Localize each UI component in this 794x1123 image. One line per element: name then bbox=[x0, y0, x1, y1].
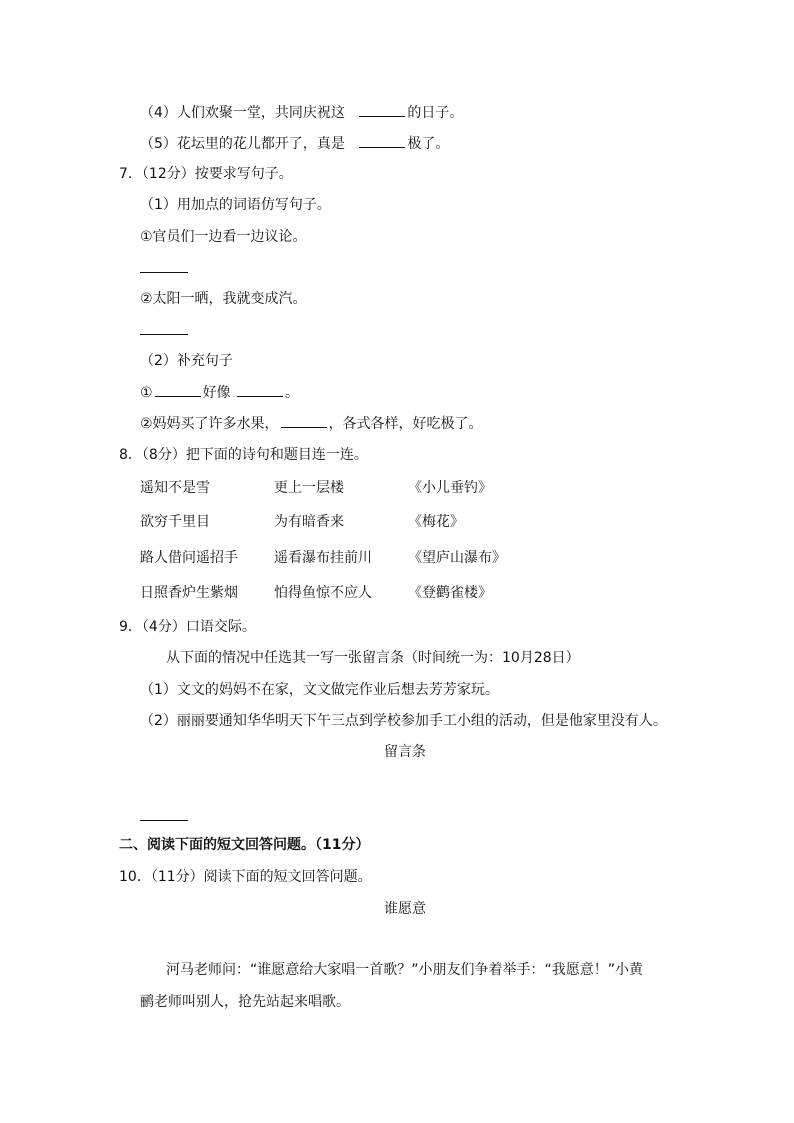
q9-item-1: （1）文文的妈妈不在家，文文做完作业后想去芳芳家玩。 bbox=[140, 682, 499, 698]
answer-blank[interactable] bbox=[140, 820, 188, 821]
section-2-heading: 二、阅读下面的短文回答问题。（11分） bbox=[119, 837, 370, 853]
q7-sentence-2: ②太阳一晒，我就变成汽。 bbox=[140, 291, 307, 307]
poem-line[interactable]: 遥知不是雪 bbox=[140, 480, 210, 496]
q10-title: 10．（11分）阅读下面的短文回答问题。 bbox=[119, 869, 372, 885]
q7-part-2: （2）补充句子 bbox=[140, 353, 233, 369]
q6-item-4 bbox=[140, 102, 463, 123]
q7-s3-pre: ① bbox=[140, 385, 153, 401]
q7-s3-post: 。 bbox=[285, 385, 300, 401]
q8-title: 8．（8分）把下面的诗句和题目连一连。 bbox=[119, 447, 368, 463]
answer-blank[interactable] bbox=[140, 334, 188, 335]
answer-blank[interactable] bbox=[237, 382, 283, 397]
q6-item-5-pre: （5）花坛里的花儿都开了，真是 bbox=[140, 136, 345, 152]
q7-s4-post: ，各式各样，好吃极了。 bbox=[328, 416, 483, 432]
poem-title[interactable]: 《梅花》 bbox=[408, 514, 464, 530]
q7-s3-mid: 好像 bbox=[202, 385, 231, 401]
poem-title[interactable]: 《小儿垂钓》 bbox=[408, 480, 492, 496]
note-title: 留言条 bbox=[384, 744, 426, 760]
answer-blank[interactable] bbox=[281, 413, 327, 428]
q7-s4-pre: ②妈妈买了许多水果， bbox=[140, 416, 279, 432]
poem-line[interactable]: 欲穷千里目 bbox=[140, 514, 210, 530]
poem-line[interactable]: 路人借问遥招手 bbox=[140, 550, 238, 566]
answer-blank[interactable] bbox=[359, 133, 405, 148]
q6-item-4-pre: （4）人们欢聚一堂，共同庆祝这 bbox=[140, 105, 345, 121]
answer-blank[interactable] bbox=[155, 382, 201, 397]
poem-line[interactable]: 更上一层楼 bbox=[274, 480, 344, 496]
q9-title: 9．（4分）口语交际。 bbox=[119, 619, 256, 635]
poem-line[interactable]: 遥看瀑布挂前川 bbox=[274, 550, 372, 566]
q6-item-5 bbox=[140, 133, 449, 154]
q7-part-1: （1）用加点的词语仿写句子。 bbox=[140, 197, 331, 213]
poem-title[interactable]: 《望庐山瀑布》 bbox=[408, 550, 506, 566]
q7-title: 7．（12分）按要求写句子。 bbox=[119, 166, 293, 182]
answer-blank[interactable] bbox=[140, 272, 188, 273]
story-title: 谁愿意 bbox=[384, 901, 426, 917]
answer-blank[interactable] bbox=[359, 102, 405, 117]
q6-item-4-post: 的日子。 bbox=[407, 105, 464, 121]
poem-line[interactable]: 怕得鱼惊不应人 bbox=[274, 585, 372, 601]
poem-line[interactable]: 日照香炉生紫烟 bbox=[140, 585, 238, 601]
q7-sentence-1: ①官员们一边看一边议论。 bbox=[140, 229, 307, 245]
poem-line[interactable]: 为有暗香来 bbox=[274, 514, 344, 530]
q9-item-2: （2）丽丽要通知华华明天下午三点到学校参加手工小组的活动，但是他家里没有人。 bbox=[140, 713, 667, 729]
poem-title[interactable]: 《登鹳雀楼》 bbox=[408, 585, 492, 601]
q9-intro: 从下面的情况中任选其一写一张留言条（时间统一为：10月28日） bbox=[166, 650, 580, 666]
q7-sentence-4 bbox=[140, 413, 483, 434]
story-paragraph-line-1: 河马老师问：“谁愿意给大家唱一首歌？”小朋友们争着举手：“我愿意！”小黄 bbox=[166, 962, 644, 978]
story-paragraph-line-2: 鹂老师叫别人，抢先站起来唱歌。 bbox=[140, 994, 350, 1010]
q7-sentence-3 bbox=[140, 382, 299, 403]
q6-item-5-post: 极了。 bbox=[407, 136, 450, 152]
